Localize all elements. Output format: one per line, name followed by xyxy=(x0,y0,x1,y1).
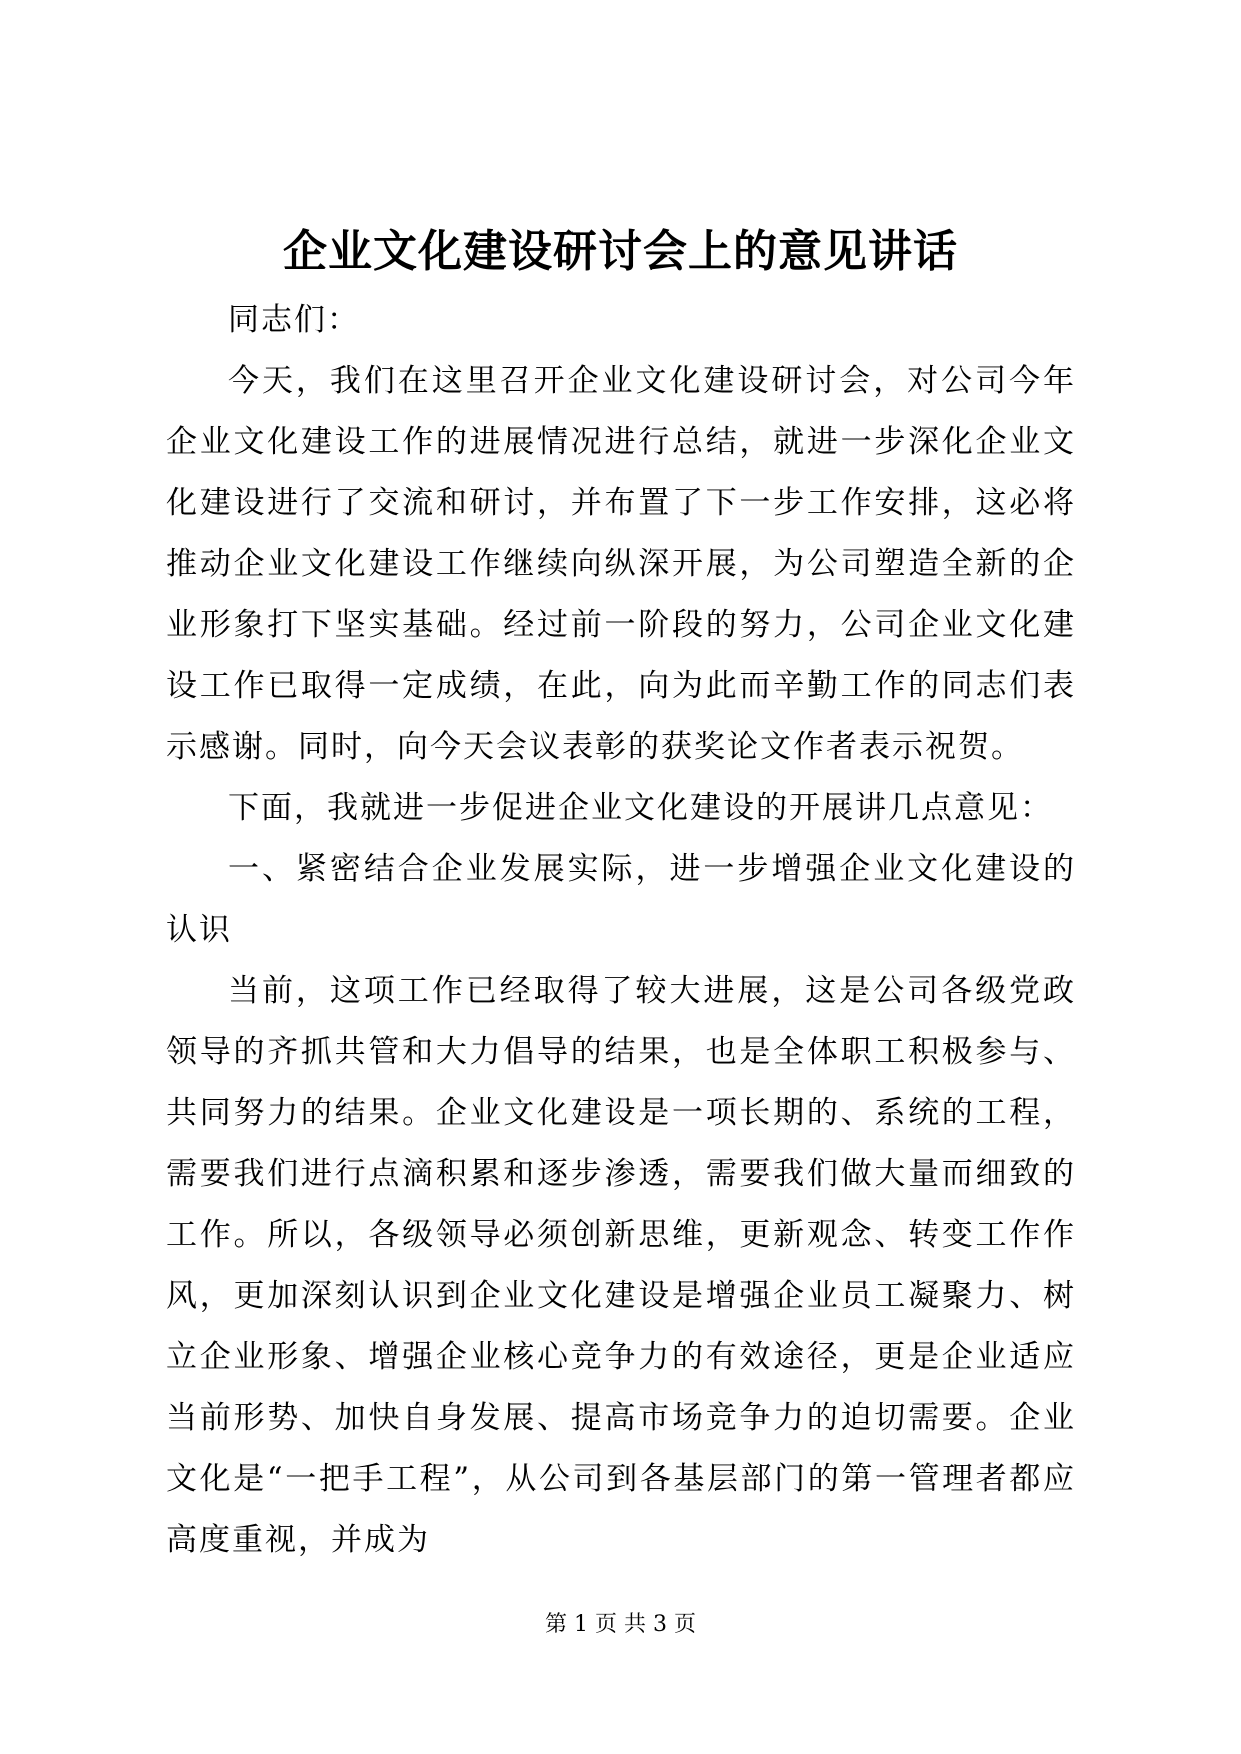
body-paragraph: 当前，这项工作已经取得了较大进展，这是公司各级党政领导的齐抓共管和大力倡导的结果，也是全体职工积极参与、共同努力的结果。企业文化建设是一项长期的、系统的工程，需要我们进行点滴积累和逐步渗透，需要我们做大量而细致的工作。所以，各级领导必须创新思维，更新观念、转变工作作风，更加深刻认识到企业文化建设是增强企业员工凝聚力、树立企业形象、增强企业核心竞争力的有效途径，更是企业适应当前形势、加快自身发展、提高市场竞争力的迫切需要。企业文化是“一把手工程”，从公司到各基层部门的第一管理者都应高度重视，并成为 xyxy=(166,973,1076,1558)
body-paragraph: 今天，我们在这里召开企业文化建设研讨会，对公司今年企业文化建设工作的进展情况进行总结，就进一步深化企业文化建设进行了交流和研讨，并布置了下一步工作安排，这必将推动企业文化建设工作继续向纵深开展，为公司塑造全新的企业形象打下坚实基础。经过前一阶段的努力，公司企业文化建设工作已取得一定成绩，在此，向为此而辛勤工作的同志们表示感谢。同时，向今天会议表彰的获奖论文作者表示祝贺。 xyxy=(166,363,1076,765)
section-heading: 一、紧密结合企业发展实际，进一步增强企业文化建设的认识 xyxy=(166,851,1076,948)
body-paragraph: 下面，我就进一步促进企业文化建设的开展讲几点意见： xyxy=(228,790,1053,826)
salutation-paragraph: 同志们： xyxy=(228,302,360,338)
page-number-footer: 第 1 页 共 3 页 xyxy=(545,1612,696,1637)
document-body xyxy=(166,290,1076,1571)
document-title: 企业文化建设研讨会上的意见讲话 xyxy=(283,226,958,277)
